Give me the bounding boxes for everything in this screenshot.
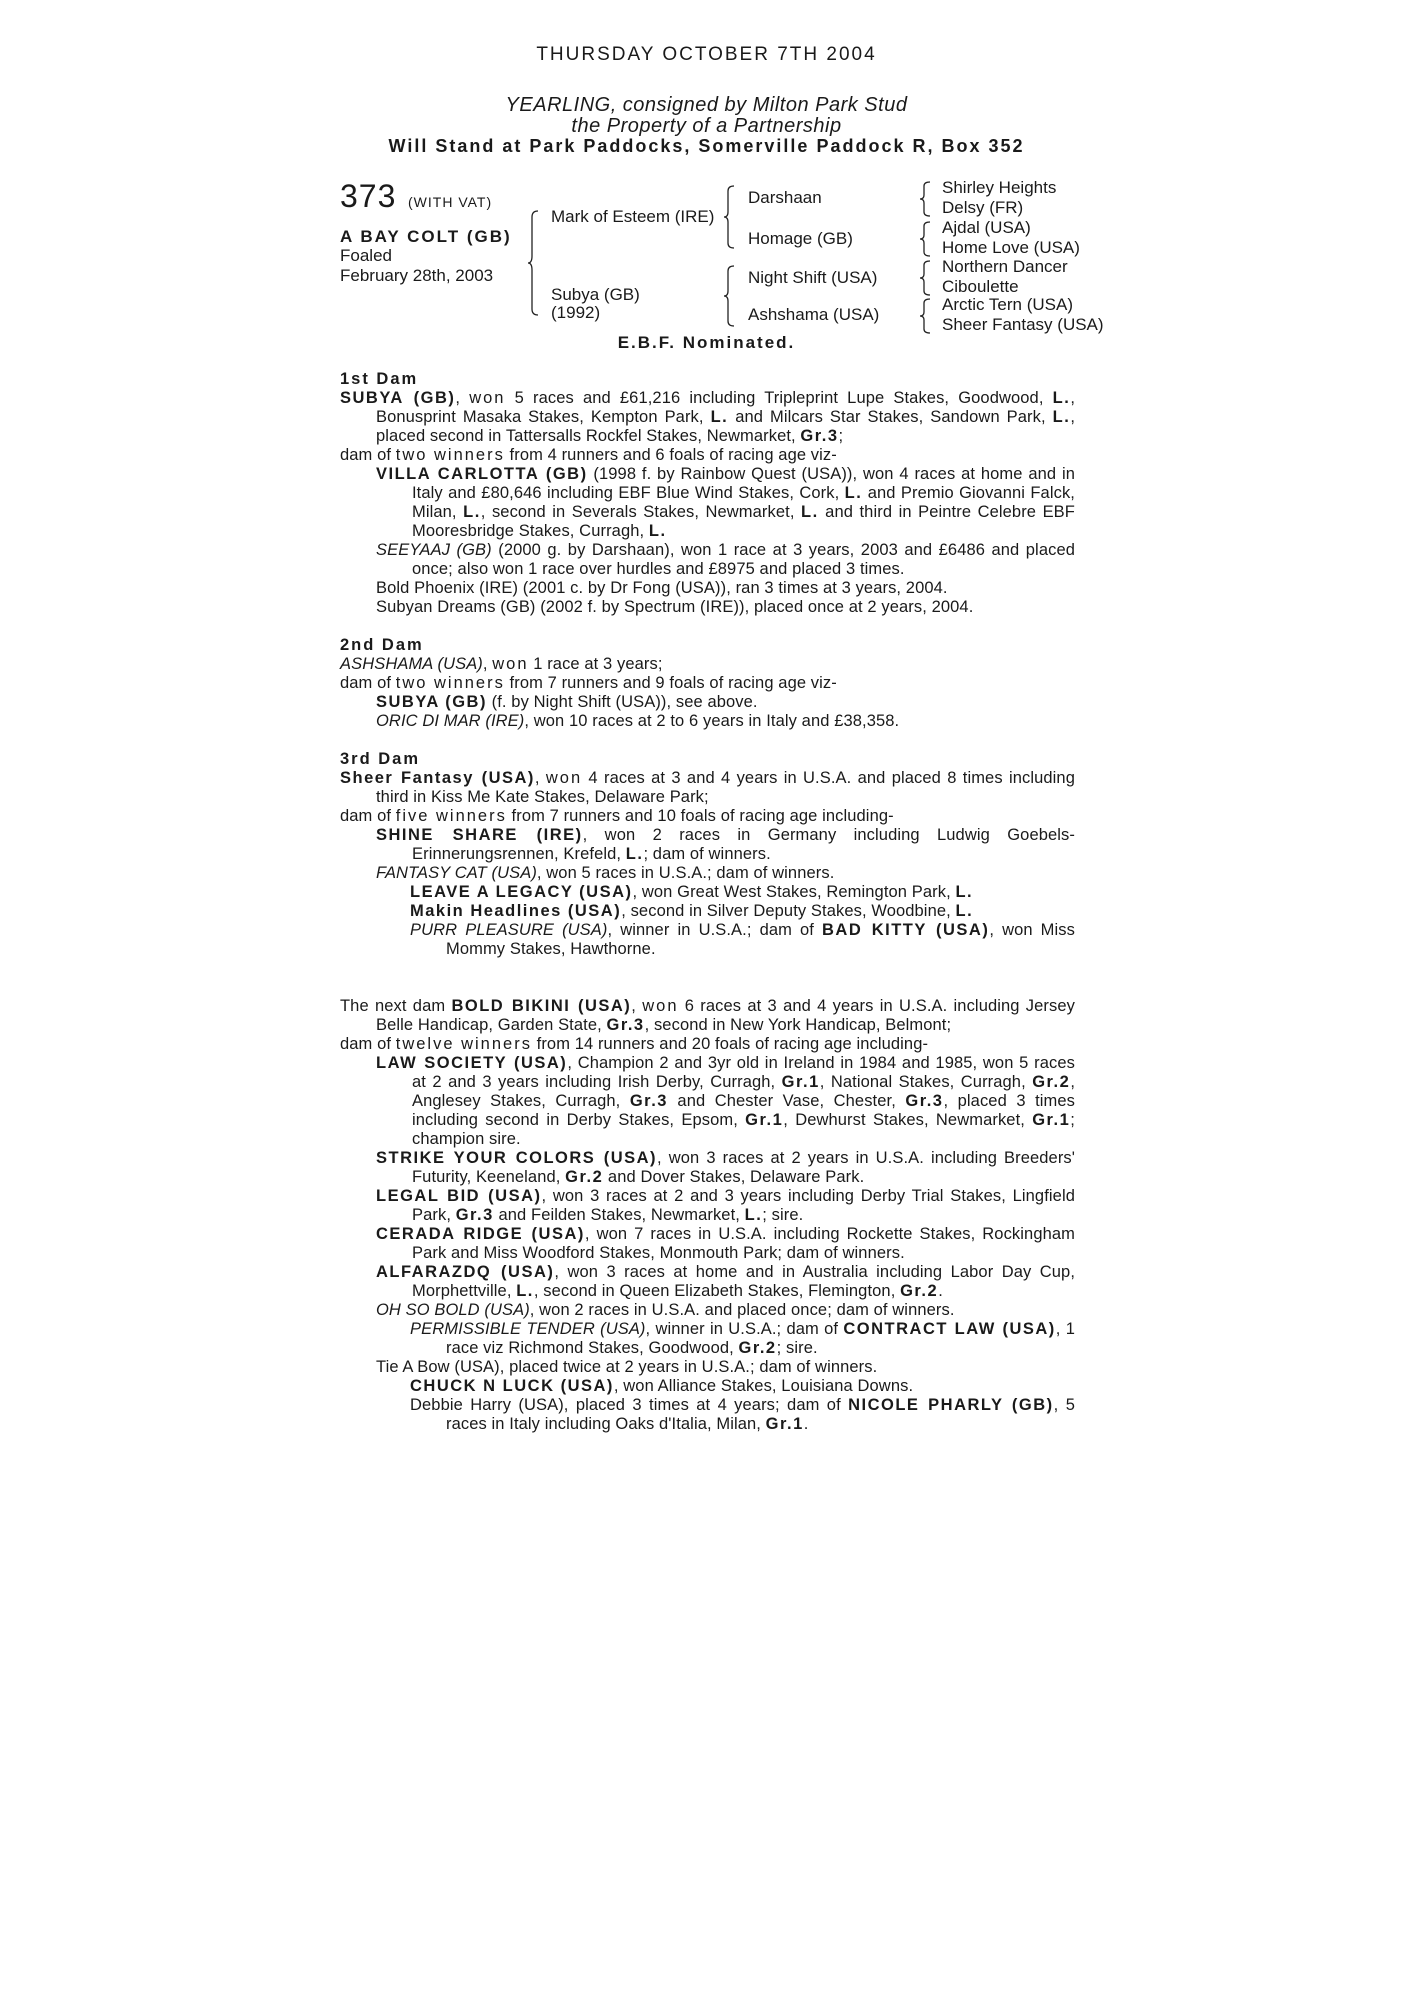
produce-entry: Debbie Harry (USA), placed 3 times at 4 years; dam of NICOLE PHARLY (GB), 5 races in Italy including Oaks d'Italia, Milan, Gr.1. [410,1396,1075,1433]
bold-text: CERADA RIDGE (USA) [376,1225,585,1243]
produce-entry: CHUCK N LUCK (USA), won Alliance Stakes, Louisiana Downs. [410,1377,914,1395]
vat-note: (WITH VAT) [408,194,493,210]
pedigree-brace-main [528,210,540,316]
bold-text: BAD KITTY (USA) [822,921,990,939]
bold-text: SHINE SHARE (IRE) [376,826,583,844]
bold-text: L. [1052,389,1071,407]
bold-text: L. [955,902,974,920]
bold-text: STRIKE YOUR COLORS (USA) [376,1149,658,1167]
first-dam-section [340,370,1075,617]
bold-text: Gr.1 [1032,1111,1071,1129]
second-dam-section [340,636,1075,731]
spaced-text: five winners [395,807,507,825]
produce-entry: SEEYAAJ (GB) (2000 g. by Darshaan), won 1 race at 3 years, 2003 and £6486 and placed once; also won 1 race over hurdles and £8975 and placed 3 times. [376,541,1075,578]
bold-text: L. [710,408,729,426]
bold-text: SUBYA (GB) [376,693,487,711]
consignment-line: YEARLING, consigned by Milton Park Stud [505,94,908,116]
bold-text: L. [516,1282,534,1300]
pedigree-g3-2: Delsy (FR) [942,198,1024,217]
next-dam-intro: The next dam BOLD BIKINI (USA), won 6 races at 3 and 4 years in U.S.A. including Jersey Belle Handicap, Garden State, Gr.3, second in New York Handicap, Belmont; [340,997,1076,1034]
produce-entry: SUBYA (GB) (f. by Night Shift (USA)), see above. [376,693,758,711]
pedigree-g3-6: Ciboulette [942,277,1019,296]
third-dam-intro: Sheer Fantasy (USA), won 4 races at 3 and 4 years in U.S.A. and placed 8 times including third in Kiss Me Kate Stakes, Delaware Park; [340,769,1075,806]
bold-text: Gr.3 [629,1092,668,1110]
pedigree-brace-dam [724,265,736,327]
pedigree-sire-sire: Darshaan [748,188,822,207]
bold-text: LAW SOCIETY (USA) [376,1054,568,1072]
third-dam-heading: 3rd Dam [340,750,421,768]
pedigree-brace-sire [724,185,736,249]
foaled-label: Foaled [340,246,392,265]
produce-entry: PURR PLEASURE (USA), winner in U.S.A.; dam of BAD KITTY (USA), won Miss Mommy Stakes, Hawthorne. [410,921,1075,958]
produce-entry: ORIC DI MAR (IRE), won 10 races at 2 to 6 years in Italy and £38,358. [376,712,900,730]
lot-number: 373 [340,178,397,214]
next-dam-produce-list [340,1054,1075,1434]
spaced-text: won [469,389,506,407]
third-dam-produce-list [340,826,1075,959]
produce-entry: Bold Phoenix (IRE) (2001 c. by Dr Fong (USA)), ran 3 times at 3 years, 2004. [376,579,948,597]
italic-text: PERMISSIBLE TENDER (USA) [410,1320,646,1338]
pedigree-dam-sire: Night Shift (USA) [748,268,878,287]
italic-text: ORIC DI MAR (IRE) [376,712,525,730]
bold-text: Gr.2 [1032,1073,1071,1091]
bold-text: L. [801,503,819,521]
second-dam-intro: ASHSHAMA (USA), won 1 race at 3 years; [340,655,663,673]
produce-entry: FANTASY CAT (USA), won 5 races in U.S.A.; dam of winners. [376,864,835,882]
bold-text: L. [744,1206,763,1224]
lot-description: A BAY COLT (GB) [340,227,512,246]
bold-text: LEAVE A LEGACY (USA) [410,883,633,901]
produce-entry: VILLA CARLOTTA (GB) (1998 f. by Rainbow Quest (USA)), won 4 races at home and in Italy and £80,646 including EBF Blue Wind Stakes, Cork, L. and Premio Giovanni Falck, Milan, L., second in Severals Stakes, Newmarket, L. and third in Peintre Celebre EBF Mooresbridge Stakes, Curragh, L. [376,465,1075,540]
next-dam-section [340,997,1075,1434]
pedigree-sire: Mark of Esteem (IRE) [551,207,715,226]
pedigree-dam-dam: Ashshama (USA) [748,305,880,324]
bold-text: Gr.3 [455,1206,494,1224]
bold-text: L. [463,503,481,521]
pedigree-g3-4: Home Love (USA) [942,238,1080,257]
pedigree-brace-g2 [920,221,932,257]
produce-entry: STRIKE YOUR COLORS (USA), won 3 races at 2 years in U.S.A. including Breeders' Futurity, Keeneland, Gr.2 and Dover Stakes, Delaware Park. [376,1149,1076,1186]
italic-text: OH SO BOLD (USA) [376,1301,530,1319]
second-dam-dam-of: dam of two winners from 7 runners and 9 foals of racing age viz- [340,674,837,692]
bold-text: L. [625,845,644,863]
first-dam-heading: 1st Dam [340,370,419,388]
pedigree-brace-g4 [920,298,932,334]
pedigree-sire-dam: Homage (GB) [748,229,853,248]
bold-text: VILLA CARLOTTA (GB) [376,465,588,483]
bold-text: Makin Headlines (USA) [410,902,622,920]
bold-text: L. [1052,408,1071,426]
catalogue-body [340,370,1075,1453]
produce-entry: SHINE SHARE (IRE), won 2 races in Germany including Ludwig Goebels-Erinnerungsrennen, Krefeld, L.; dam of winners. [376,826,1075,863]
second-dam-heading: 2nd Dam [340,636,424,654]
bold-text: NICOLE PHARLY (GB) [848,1396,1054,1414]
bold-text: Gr.1 [765,1415,804,1433]
pedigree-g3-1: Shirley Heights [942,178,1057,197]
bold-text: Sheer Fantasy (USA) [340,769,535,787]
produce-entry: Subyan Dreams (GB) (2002 f. by Spectrum (IRE)), placed once at 2 years, 2004. [376,598,974,616]
bold-text: L. [648,522,667,540]
bold-text: Gr.3 [905,1092,944,1110]
next-dam-dam-of: dam of twelve winners from 14 runners and 20 foals of racing age including- [340,1035,929,1053]
produce-entry: LAW SOCIETY (USA), Champion 2 and 3yr old in Ireland in 1984 and 1985, won 5 races at 2 and 3 years including Irish Derby, Curragh, Gr.1, National Stakes, Curragh, Gr.2, Anglesey Stakes, Curragh, Gr.3 and Chester Vase, Chester, Gr.3, placed 3 times including second in Derby Stakes, Epsom, Gr.1, Dewhurst Stakes, Newmarket, Gr.1; champion sire. [376,1054,1076,1148]
produce-entry: PERMISSIBLE TENDER (USA), winner in U.S.A.; dam of CONTRACT LAW (USA), 1 race viz Richmond Stakes, Goodwood, Gr.2; sire. [410,1320,1076,1357]
pedigree-g3-5: Northern Dancer [942,257,1068,276]
bold-text: Gr.2 [900,1282,939,1300]
third-dam-dam-of: dam of five winners from 7 runners and 10 foals of racing age including- [340,807,894,825]
bold-text: SUBYA (GB) [340,389,456,407]
italic-text: FANTASY CAT (USA) [376,864,537,882]
spaced-text: two winners [395,674,505,692]
pedigree-dam-year: (1992) [551,303,601,322]
spaced-text: twelve winners [395,1035,532,1053]
italic-text: PURR PLEASURE (USA) [410,921,608,939]
bold-text: Gr.3 [606,1016,645,1034]
italic-text: ASHSHAMA (USA) [340,655,483,673]
produce-entry: LEGAL BID (USA), won 3 races at 2 and 3 years including Derby Trial Stakes, Lingfield Park, Gr.3 and Feilden Stakes, Newmarket, L.; sire. [376,1187,1075,1224]
sale-date: THURSDAY OCTOBER 7TH 2004 [536,44,877,65]
first-dam-intro: SUBYA (GB), won 5 races and £61,216 including Tripleprint Lupe Stakes, Goodwood, L., Bonusprint Masaka Stakes, Kempton Park, L. and Milcars Star Stakes, Sandown Park, L., placed second in Tattersalls Rockfel Stakes, Newmarket, Gr.3; [340,389,1076,445]
pedigree-g3-3: Ajdal (USA) [942,218,1031,237]
produce-entry: OH SO BOLD (USA), won 2 races in U.S.A. and placed once; dam of winners. [376,1301,955,1319]
ownership-line: the Property of a Partnership [571,115,842,137]
bold-text: BOLD BIKINI (USA) [451,997,632,1015]
bold-text: CONTRACT LAW (USA) [843,1320,1056,1338]
pedigree-brace-g3 [920,260,932,296]
spaced-text: two winners [395,446,505,464]
bold-text: LEGAL BID (USA) [376,1187,542,1205]
bold-text: Gr.3 [800,427,839,445]
bold-text: L. [955,883,974,901]
pedigree-brace-g1 [920,181,932,217]
ebf-nominated: E.B.F. Nominated. [617,333,796,352]
produce-entry: Makin Headlines (USA), second in Silver Deputy Stakes, Woodbine, L. [410,902,974,920]
third-dam-section [340,750,1075,959]
bold-text: L. [844,484,863,502]
produce-entry: Tie A Bow (USA), placed twice at 2 years in U.S.A.; dam of winners. [376,1358,878,1376]
bold-text: CHUCK N LUCK (USA) [410,1377,614,1395]
pedigree-dam: Subya (GB) [551,285,640,304]
bold-text: Gr.2 [565,1168,604,1186]
pedigree-g3-7: Arctic Tern (USA) [942,295,1073,314]
spaced-text: won [492,655,529,673]
produce-entry: CERADA RIDGE (USA), won 7 races in U.S.A. including Rockette Stakes, Rockingham Park and Miss Woodford Stakes, Monmouth Park; dam of winners. [376,1225,1075,1262]
produce-entry: ALFARAZDQ (USA), won 3 races at home and in Australia including Labor Day Cup, Morphettville, L., second in Queen Elizabeth Stakes, Flemington, Gr.2. [376,1263,1076,1300]
spaced-text: won [642,997,679,1015]
bold-text: Gr.1 [745,1111,784,1129]
produce-entry: LEAVE A LEGACY (USA), won Great West Stakes, Remington Park, L. [410,883,974,901]
first-dam-dam-of: dam of two winners from 4 runners and 6 foals of racing age viz- [340,446,837,464]
bold-text: ALFARAZDQ (USA) [376,1263,555,1281]
italic-text: SEEYAAJ (GB) [376,541,492,559]
bold-text: Gr.1 [781,1073,820,1091]
bold-text: Gr.2 [738,1339,777,1357]
pedigree-g3-8: Sheer Fantasy (USA) [942,315,1104,334]
spaced-text: won [545,769,583,787]
foaled-date: February 28th, 2003 [340,266,494,285]
location-line: Will Stand at Park Paddocks, Somerville Paddock R, Box 352 [388,136,1025,156]
